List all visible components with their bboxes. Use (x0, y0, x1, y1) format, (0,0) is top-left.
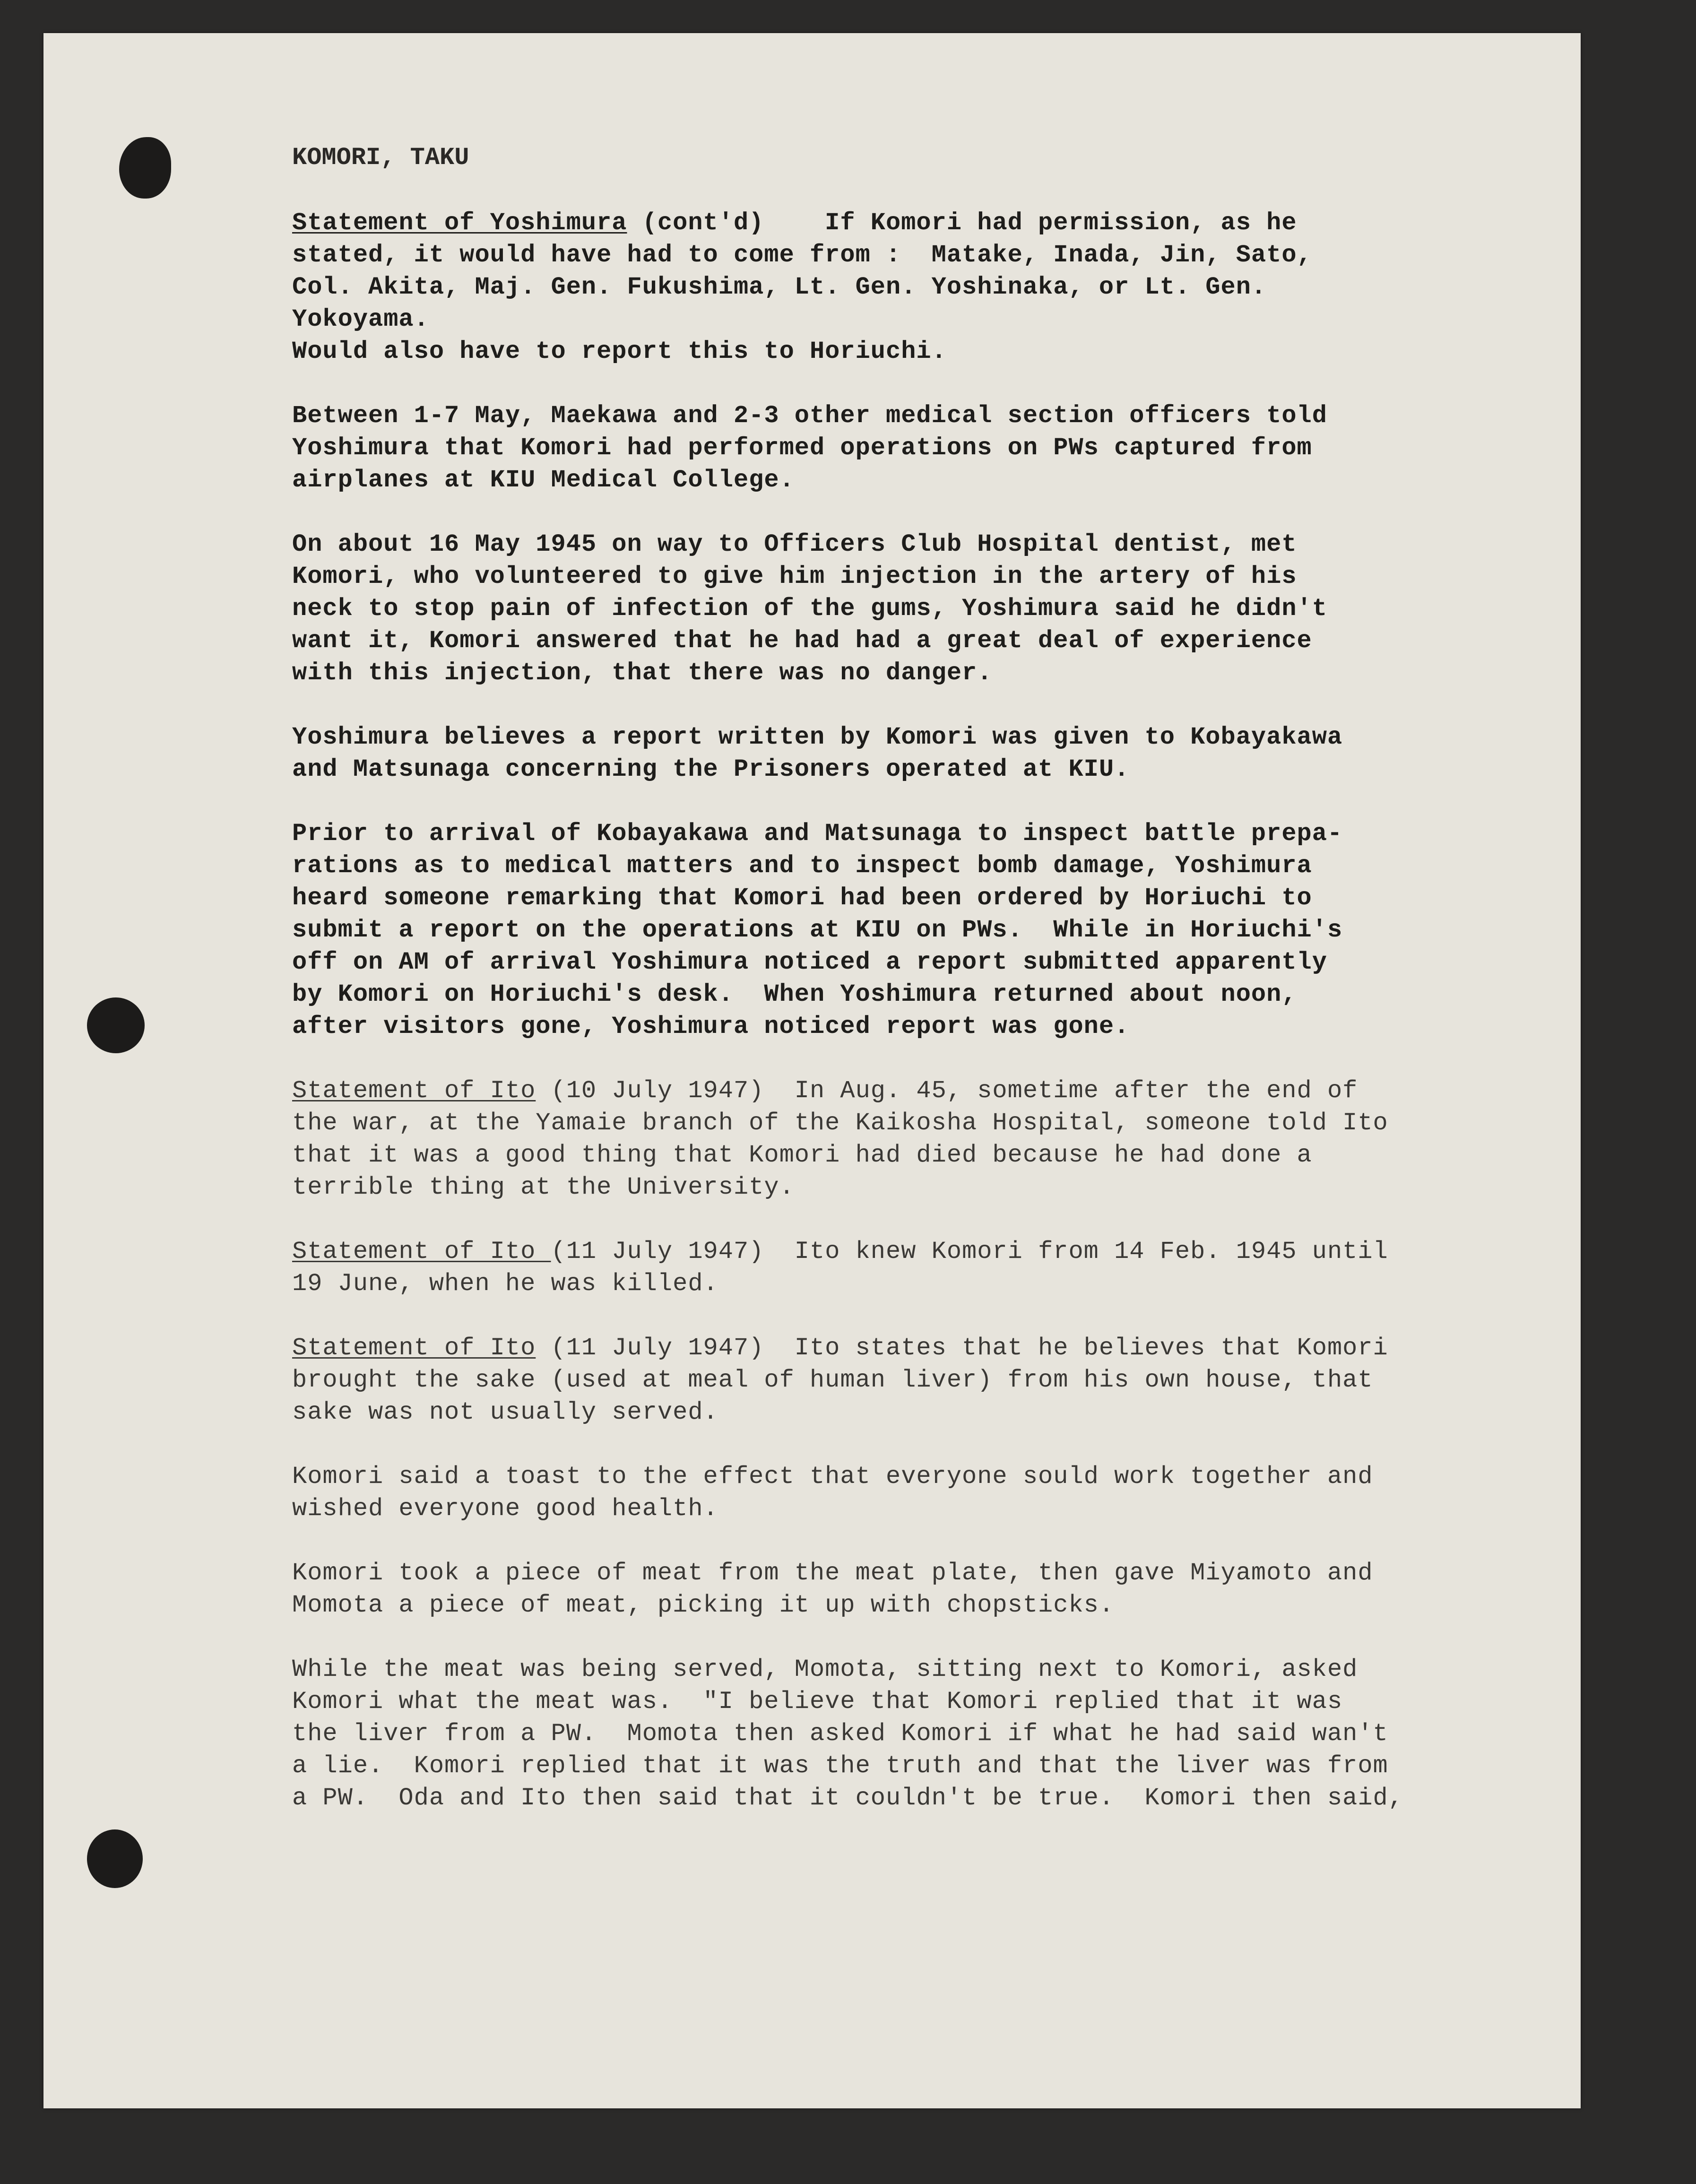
line-text: Komori said a toast to the effect that everyone sould work together and (292, 1463, 1373, 1491)
text-line (292, 850, 1531, 882)
paragraph (292, 1332, 1531, 1429)
line-text: brought the sake (used at meal of human liver) from his own house, that (292, 1366, 1373, 1394)
line-text: with this injection, that there was no danger. (292, 659, 993, 687)
line-text: after visitors gone, Yoshimura noticed report was gone. (292, 1013, 1130, 1040)
text-line (292, 914, 1531, 946)
line-text: stated, it would have had to come from : Matake, Inada, Jin, Sato, (292, 241, 1312, 269)
line-text: (11 July 1947) Ito states that he believes that Komori (536, 1334, 1388, 1362)
line-text: a lie. Komori replied that it was the truth and that the liver was from (292, 1752, 1388, 1780)
paragraph (292, 529, 1531, 689)
text-line (292, 1107, 1531, 1139)
text-line (292, 1557, 1531, 1589)
text-line (292, 754, 1531, 786)
line-text: a PW. Oda and Ito then said that it couldn't be true. Komori then said, (292, 1784, 1403, 1812)
line-text: On about 16 May 1945 on way to Officers Club Hospital dentist, met (292, 530, 1297, 558)
text-line (292, 1268, 1531, 1300)
document-heading: KOMORI, TAKU (292, 144, 469, 172)
statement-label: Statement of Ito (292, 1077, 536, 1105)
line-text: Would also have to report this to Horiuchi. (292, 338, 947, 365)
line-text: Komori what the meat was. "I believe that Komori replied that it was (292, 1688, 1343, 1716)
text-line (292, 432, 1531, 464)
text-line (292, 207, 1531, 239)
punch-hole (87, 997, 145, 1053)
paragraph (292, 1557, 1531, 1621)
line-text: 19 June, when he was killed. (292, 1270, 718, 1298)
line-text: and Matsunaga concerning the Prisoners operated at KIU. (292, 755, 1130, 783)
text-line (292, 271, 1531, 303)
text-line (292, 1139, 1531, 1171)
paragraph (292, 1461, 1531, 1525)
statement-label: Statement of Ito (292, 1334, 536, 1362)
line-text: rations as to medical matters and to inspect bomb damage, Yoshimura (292, 852, 1312, 880)
line-text: Between 1-7 May, Maekawa and 2-3 other medical section officers told (292, 402, 1327, 430)
text-line (292, 946, 1531, 979)
text-line (292, 1493, 1531, 1525)
text-line (292, 593, 1531, 625)
paragraph (292, 818, 1531, 1043)
line-text: want it, Komori answered that he had had a great deal of experience (292, 627, 1312, 655)
line-text: that it was a good thing that Komori had died because he had done a (292, 1141, 1312, 1169)
line-text: Prior to arrival of Kobayakawa and Matsunaga to inspect battle prepa- (292, 820, 1343, 848)
paragraph (292, 400, 1531, 496)
paragraph (292, 1236, 1531, 1300)
line-text: the war, at the Yamaie branch of the Kaikosha Hospital, someone told Ito (292, 1109, 1388, 1137)
text-line (292, 818, 1531, 850)
line-text: While the meat was being served, Momota, sitting next to Komori, asked (292, 1655, 1358, 1683)
statement-label: Statement of Yoshimura (292, 209, 627, 237)
text-line (292, 1718, 1531, 1750)
text-line (292, 1236, 1531, 1268)
line-text: Yoshimura that Komori had performed operations on PWs captured from (292, 434, 1312, 462)
document-body (292, 142, 1531, 1846)
text-line (292, 1654, 1531, 1686)
line-text: heard someone remarking that Komori had been ordered by Horiuchi to (292, 884, 1312, 912)
text-line (292, 1011, 1531, 1043)
text-line (292, 529, 1531, 561)
line-text: airplanes at KIU Medical College. (292, 466, 795, 494)
line-text: Col. Akita, Maj. Gen. Fukushima, Lt. Gen. Yoshinaka, or Lt. Gen. (292, 273, 1267, 301)
line-text: Komori, who volunteered to give him injection in the artery of his (292, 563, 1297, 590)
text-line (292, 625, 1531, 657)
text-line (292, 400, 1531, 432)
text-line (292, 1782, 1531, 1814)
text-line (292, 1171, 1531, 1204)
text-line (292, 657, 1531, 689)
punch-hole (119, 137, 171, 199)
paragraph-container (292, 207, 1531, 1814)
text-line (292, 1686, 1531, 1718)
line-text: Yokoyama. (292, 305, 429, 333)
text-line (292, 1075, 1531, 1107)
text-line (292, 1332, 1531, 1364)
line-text: by Komori on Horiuchi's desk. When Yoshimura returned about noon, (292, 980, 1297, 1008)
text-line (292, 979, 1531, 1011)
punch-hole (87, 1829, 143, 1888)
paragraph (292, 1654, 1531, 1814)
text-line (292, 1589, 1531, 1621)
line-text: (cont'd) If Komori had permission, as he (627, 209, 1297, 237)
text-line (292, 336, 1531, 368)
text-line (292, 239, 1531, 271)
line-text: Yoshimura believes a report written by Komori was given to Kobayakawa (292, 723, 1343, 751)
paragraph (292, 721, 1531, 786)
line-text: neck to stop pain of infection of the gums, Yoshimura said he didn't (292, 595, 1327, 623)
line-text: Komori took a piece of meat from the meat plate, then gave Miyamoto and (292, 1559, 1373, 1587)
line-text: (11 July 1947) Ito knew Komori from 14 Feb. 1945 until (551, 1238, 1388, 1265)
line-text: submit a report on the operations at KIU on PWs. While in Horiuchi's (292, 916, 1343, 944)
line-text: the liver from a PW. Momota then asked Komori if what he had said wan't (292, 1720, 1388, 1748)
line-text: sake was not usually served. (292, 1398, 718, 1426)
line-text: terrible thing at the University. (292, 1173, 795, 1201)
text-line (292, 721, 1531, 754)
line-text: Momota a piece of meat, picking it up with chopsticks. (292, 1591, 1115, 1619)
paragraph (292, 1075, 1531, 1204)
line-text: (10 July 1947) In Aug. 45, sometime after the end of (536, 1077, 1358, 1105)
text-line (292, 1750, 1531, 1782)
text-line (292, 1396, 1531, 1429)
line-text: off on AM of arrival Yoshimura noticed a report submitted apparently (292, 948, 1327, 976)
text-line (292, 561, 1531, 593)
text-line (292, 303, 1531, 336)
text-line (292, 464, 1531, 496)
paragraph (292, 207, 1531, 368)
text-line (292, 882, 1531, 914)
text-line (292, 1364, 1531, 1396)
text-line (292, 1461, 1531, 1493)
statement-label: Statement of Ito (292, 1238, 551, 1265)
line-text: wished everyone good health. (292, 1495, 718, 1523)
